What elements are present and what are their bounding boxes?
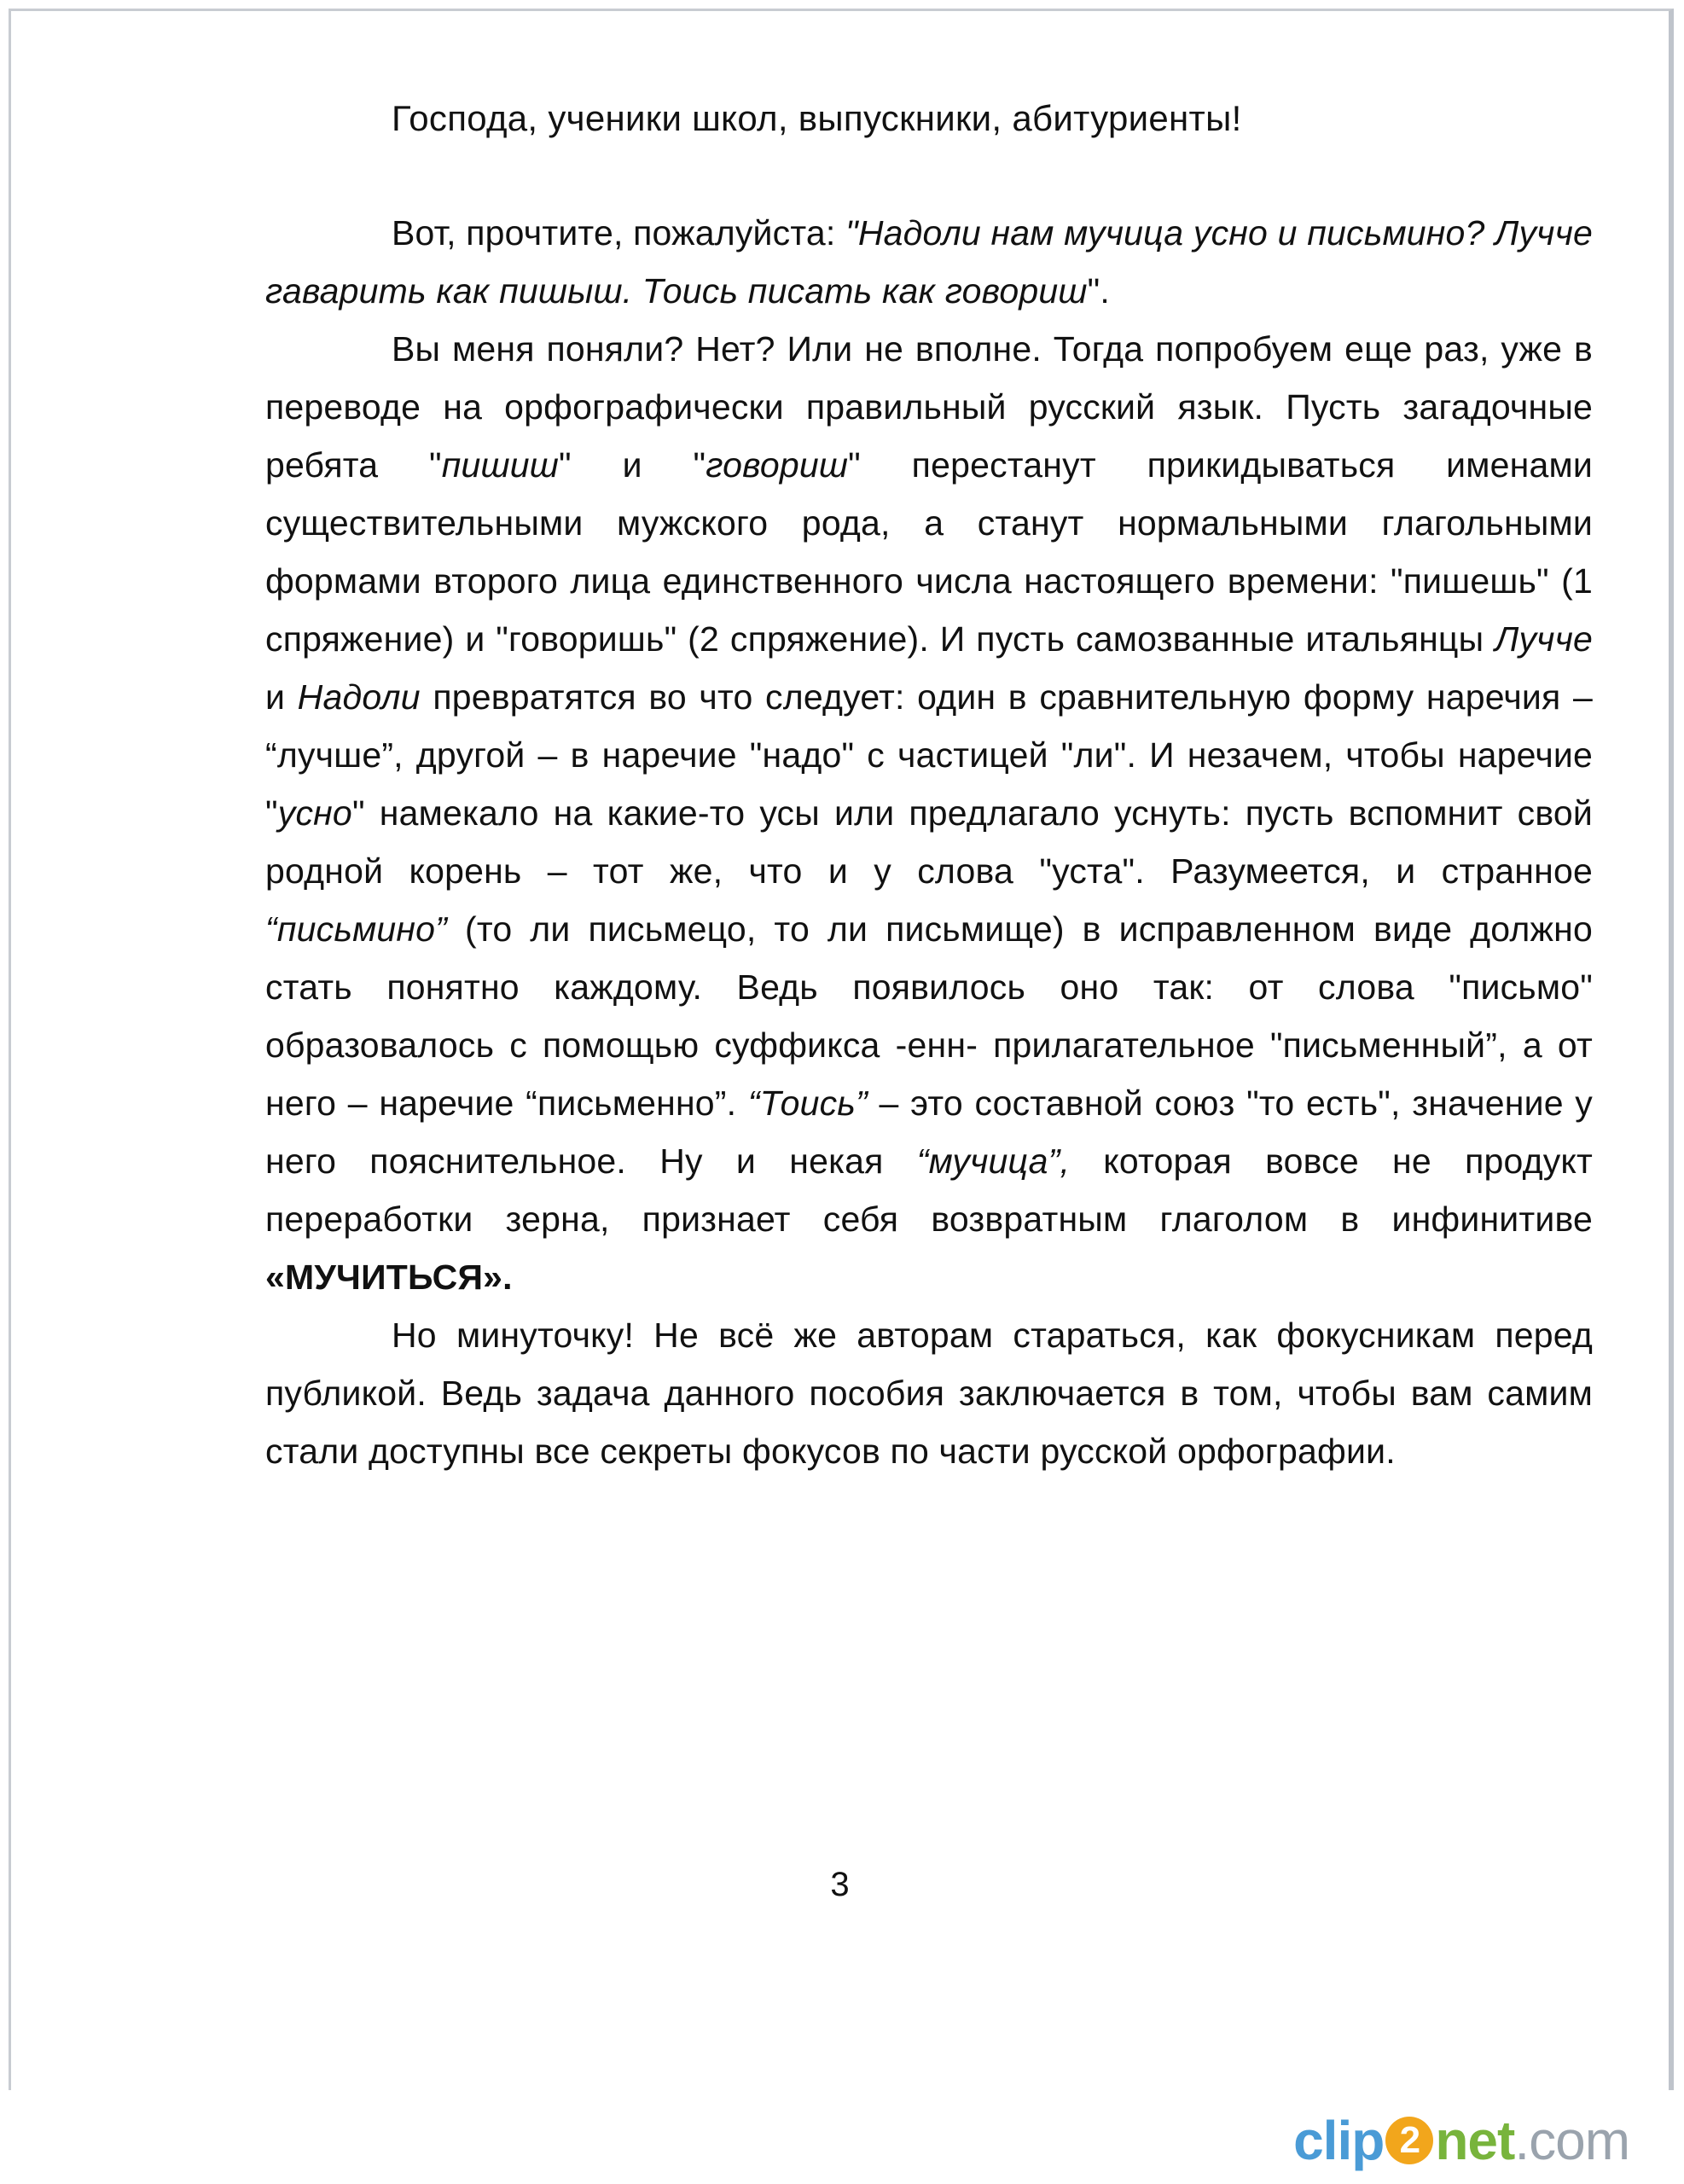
p2-text: которая вовсе не продукт переработки зерна, признает себя возвратным глаголом в инфинитиве bbox=[265, 1141, 1593, 1239]
p2-text: Вы меня поняли? Нет? Или не вполне. Тогда попробуем еще раз, уже в переводе на орфографически правильный русский язык. Пусть загадочные ребята " bbox=[265, 329, 1593, 485]
watermark-clip: clip bbox=[1293, 2110, 1385, 2171]
p2-text: превратятся во что следует: один в сравнительную форму наречия – “лучше”, другой – в наречие "надо" с частицей "ли". И незачем, чтобы наречие " bbox=[265, 677, 1593, 833]
paragraph-3: Но минуточку! Не всё же авторам стараться, как фокусникам перед публикой. Ведь задача данного пособия заключается в том, чтобы вам самим стали доступны все секреты фокусов по части русской орфографии. bbox=[265, 1316, 1593, 1471]
p2-text: – это составной союз "то есть", значение у него пояснительное. Ну и некая bbox=[265, 1083, 1594, 1181]
page-content bbox=[265, 90, 1593, 1480]
page-heading: Господа, ученики школ, выпускники, абитуриенты! bbox=[392, 98, 1242, 138]
paragraph-1 bbox=[265, 204, 1593, 320]
p2-word-usno: усно bbox=[277, 793, 352, 833]
document-page bbox=[9, 9, 1674, 2090]
p2-word-tois: “Тоись” bbox=[747, 1083, 868, 1123]
watermark-two: 2 bbox=[1385, 2117, 1433, 2164]
p1-quote-open: " bbox=[845, 213, 858, 253]
p2-word-pismino: “письмино” bbox=[265, 909, 448, 949]
p2-word-muchitsya: «МУЧИТЬСЯ». bbox=[265, 1258, 513, 1297]
p1-tail: ". bbox=[1087, 271, 1110, 311]
p2-word-luchche: Лучче bbox=[1495, 619, 1593, 659]
p1-lead: Вот, прочтите, пожалуйста: bbox=[392, 213, 846, 253]
page-number: 3 bbox=[830, 1866, 850, 1903]
clip2net-watermark-logo bbox=[1293, 2109, 1629, 2172]
watermark-net: net bbox=[1435, 2110, 1515, 2171]
p2-text: и bbox=[265, 677, 298, 717]
p2-word-pishish: пишиш bbox=[441, 445, 560, 485]
p2-text: " намекало на какие-то усы или предлагало уснуть: пусть вспомнит свой родной корень – тот же, что и у слова "уста". Разумеется, и странное bbox=[265, 793, 1593, 891]
paragraph-2 bbox=[265, 320, 1593, 1306]
p2-word-govorish: говориш bbox=[706, 445, 849, 485]
watermark-com: .com bbox=[1514, 2110, 1629, 2171]
p2-word-nadoli: Надоли bbox=[297, 677, 421, 717]
p2-text: (то ли письмецо, то ли письмище) в исправленном виде должно стать понятно каждому. Ведь появилось оно так: от слова "письмо" образовалось с помощью суффикса -енн- прилагательное "письменный”, а от него – наречие “письменно”. bbox=[265, 909, 1593, 1123]
p2-word-muchica: “мучица”, bbox=[916, 1141, 1071, 1181]
p2-text: " и " bbox=[559, 445, 706, 485]
p2-text: " перестанут прикидываться именами существительными мужского рода, а станут нормальными глагольными формами второго лица единственного числа настоящего времени: "пишешь" (1 спряжение) и "говоришь" (2 спряжение). И пусть самозванные итальянцы bbox=[265, 445, 1594, 659]
p1-quote: Надоли нам мучица усно и письмино? Лучче гаварить как пишыш. Тоись писать как говориш bbox=[265, 213, 1593, 311]
